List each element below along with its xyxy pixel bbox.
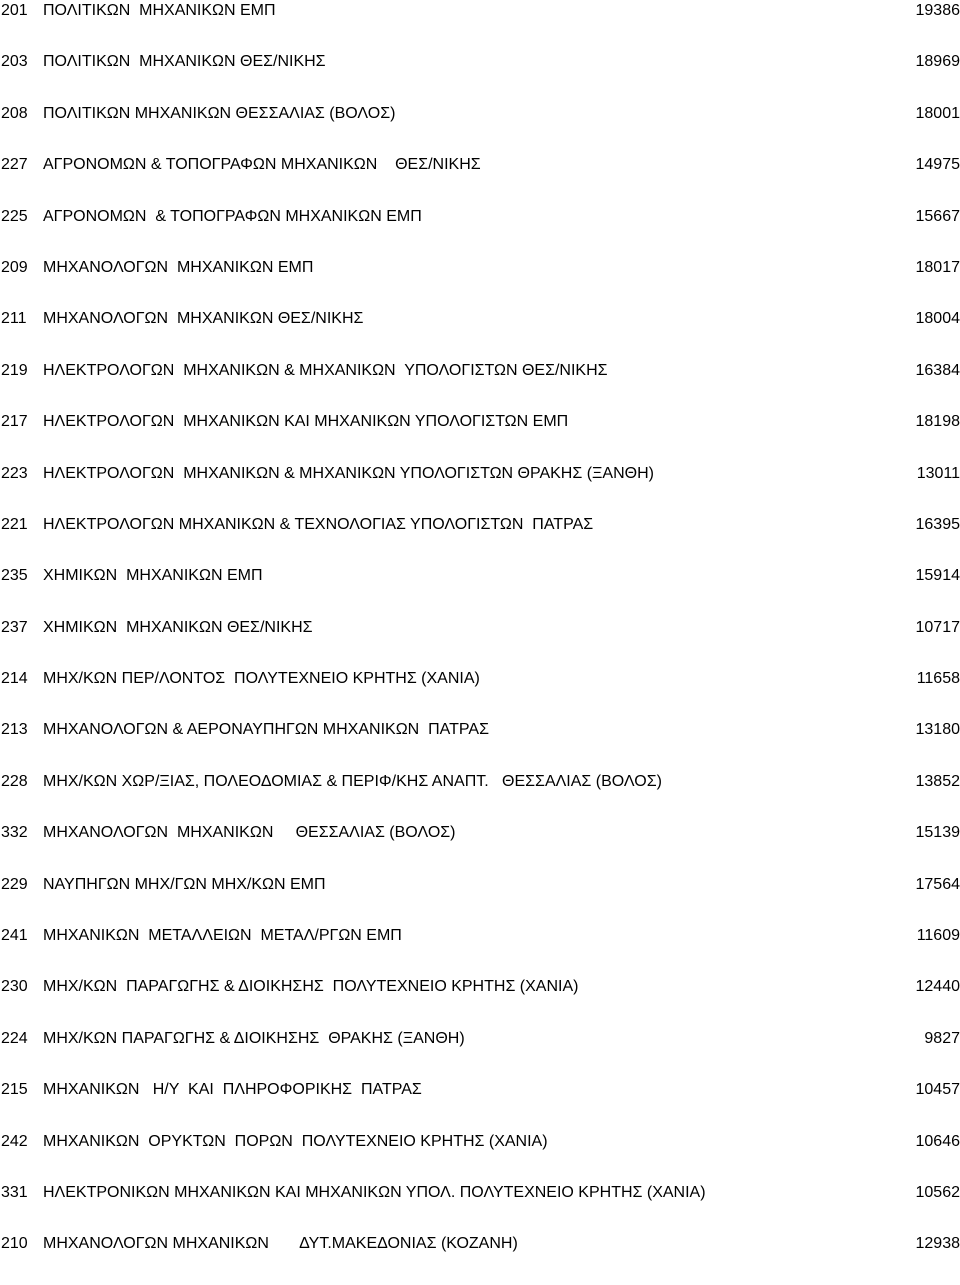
department-score: 16395 <box>916 514 960 536</box>
list-item <box>0 308 960 359</box>
department-name: ΠΟΛΙΤΙΚΩΝ ΜΗΧΑΝΙΚΩΝ ΕΜΠ <box>43 0 276 22</box>
department-name: ΗΛΕΚΤΡΟΛΟΓΩΝ ΜΗΧΑΝΙΚΩΝ & ΤΕΧΝΟΛΟΓΙΑΣ ΥΠΟΛΟΓΙΣΤΩΝ ΠΑΤΡΑΣ <box>43 514 593 536</box>
list-item <box>0 976 960 1027</box>
department-name: ΜΗΧ/ΚΩΝ ΠΑΡΑΓΩΓΗΣ & ΔΙΟΙΚΗΣΗΣ ΘΡΑΚΗΣ (ΞΑΝΘΗ) <box>43 1028 465 1050</box>
list-item <box>0 51 960 102</box>
department-code: 214 <box>1 668 28 690</box>
department-score: 15914 <box>916 565 960 587</box>
list-item <box>0 1079 960 1130</box>
list-item <box>0 514 960 565</box>
department-name: ΧΗΜΙΚΩΝ ΜΗΧΑΝΙΚΩΝ ΘΕΣ/ΝΙΚΗΣ <box>43 617 313 639</box>
department-code: 331 <box>1 1182 28 1204</box>
department-code: 221 <box>1 514 28 536</box>
department-code: 242 <box>1 1131 28 1153</box>
department-code: 213 <box>1 719 28 741</box>
department-code: 217 <box>1 411 28 433</box>
department-score: 13011 <box>917 463 960 485</box>
department-code: 223 <box>1 463 28 485</box>
department-name: ΗΛΕΚΤΡΟΛΟΓΩΝ ΜΗΧΑΝΙΚΩΝ & ΜΗΧΑΝΙΚΩΝ ΥΠΟΛΟΓΙΣΤΩΝ ΘΡΑΚΗΣ (ΞΑΝΘΗ) <box>43 463 654 485</box>
department-code: 235 <box>1 565 28 587</box>
department-code: 215 <box>1 1079 28 1101</box>
list-item <box>0 668 960 719</box>
list-item <box>0 617 960 668</box>
department-score: 12440 <box>916 976 960 998</box>
department-name: ΜΗΧ/ΚΩΝ ΧΩΡ/ΞΙΑΣ, ΠΟΛΕΟΔΟΜΙΑΣ & ΠΕΡΙΦ/ΚΗΣ ΑΝΑΠΤ. ΘΕΣΣΑΛΙΑΣ (ΒΟΛΟΣ) <box>43 771 662 793</box>
department-score: 11609 <box>917 925 960 947</box>
list-item <box>0 360 960 411</box>
department-name: ΜΗΧΑΝΙΚΩΝ ΜΕΤΑΛΛΕΙΩΝ ΜΕΤΑΛ/ΡΓΩΝ ΕΜΠ <box>43 925 402 947</box>
department-code: 219 <box>1 360 28 382</box>
list-item <box>0 463 960 514</box>
list-item <box>0 206 960 257</box>
department-name: ΠΟΛΙΤΙΚΩΝ ΜΗΧΑΝΙΚΩΝ ΘΕΣ/ΝΙΚΗΣ <box>43 51 326 73</box>
list-item <box>0 565 960 616</box>
department-score: 14975 <box>916 154 960 176</box>
department-code: 225 <box>1 206 28 228</box>
department-score: 18198 <box>916 411 960 433</box>
department-score: 12938 <box>916 1233 960 1255</box>
list-item <box>0 771 960 822</box>
department-name: ΜΗΧΑΝΟΛΟΓΩΝ ΜΗΧΑΝΙΚΩΝ ΘΕΣ/ΝΙΚΗΣ <box>43 308 363 330</box>
department-name: ΜΗΧΑΝΟΛΟΓΩΝ ΜΗΧΑΝΙΚΩΝ ΘΕΣΣΑΛΙΑΣ (ΒΟΛΟΣ) <box>43 822 455 844</box>
department-name: ΑΓΡΟΝΟΜΩΝ & ΤΟΠΟΓΡΑΦΩΝ ΜΗΧΑΝΙΚΩΝ ΘΕΣ/ΝΙΚΗΣ <box>43 154 481 176</box>
department-score: 9827 <box>924 1028 960 1050</box>
department-code: 224 <box>1 1028 28 1050</box>
department-name: ΜΗΧΑΝΙΚΩΝ Η/Υ ΚΑΙ ΠΛΗΡΟΦΟΡΙΚΗΣ ΠΑΤΡΑΣ <box>43 1079 422 1101</box>
department-score: 18017 <box>916 257 960 279</box>
department-code: 211 <box>1 308 27 330</box>
department-score: 10717 <box>916 617 960 639</box>
list-item <box>0 257 960 308</box>
department-name: ΠΟΛΙΤΙΚΩΝ ΜΗΧΑΝΙΚΩΝ ΘΕΣΣΑΛΙΑΣ (ΒΟΛΟΣ) <box>43 103 395 125</box>
department-name: ΧΗΜΙΚΩΝ ΜΗΧΑΝΙΚΩΝ ΕΜΠ <box>43 565 263 587</box>
list-item <box>0 411 960 462</box>
department-score: 10457 <box>916 1079 960 1101</box>
department-name: ΜΗΧΑΝΟΛΟΓΩΝ ΜΗΧΑΝΙΚΩΝ ΕΜΠ <box>43 257 313 279</box>
department-code: 229 <box>1 874 28 896</box>
department-code: 228 <box>1 771 28 793</box>
department-name: ΑΓΡΟΝΟΜΩΝ & ΤΟΠΟΓΡΑΦΩΝ ΜΗΧΑΝΙΚΩΝ ΕΜΠ <box>43 206 422 228</box>
department-score: 19386 <box>916 0 960 22</box>
department-score: 13852 <box>916 771 960 793</box>
list-item <box>0 1182 960 1233</box>
department-name: ΜΗΧΑΝΟΛΟΓΩΝ ΜΗΧΑΝΙΚΩΝ ΔΥΤ.ΜΑΚΕΔΟΝΙΑΣ (ΚΟΖΑΝΗ) <box>43 1233 518 1255</box>
department-code: 203 <box>1 51 28 73</box>
list-item <box>0 822 960 873</box>
department-score: 18004 <box>916 308 960 330</box>
department-score: 18001 <box>916 103 960 125</box>
list-item <box>0 1233 960 1284</box>
department-code: 241 <box>1 925 28 947</box>
list-item <box>0 0 960 51</box>
department-score: 13180 <box>916 719 960 741</box>
department-code: 208 <box>1 103 28 125</box>
department-score: 10646 <box>916 1131 960 1153</box>
list-item <box>0 1028 960 1079</box>
department-score: 18969 <box>916 51 960 73</box>
department-score: 15139 <box>916 822 960 844</box>
department-score: 11658 <box>917 668 960 690</box>
list-item <box>0 719 960 770</box>
department-name: ΜΗΧΑΝΟΛΟΓΩΝ & ΑΕΡΟΝΑΥΠΗΓΩΝ ΜΗΧΑΝΙΚΩΝ ΠΑΤΡΑΣ <box>43 719 489 741</box>
department-code: 237 <box>1 617 28 639</box>
department-code: 230 <box>1 976 28 998</box>
list-item <box>0 1131 960 1182</box>
department-code: 209 <box>1 257 28 279</box>
department-name: ΗΛΕΚΤΡΟΝΙΚΩΝ ΜΗΧΑΝΙΚΩΝ ΚΑΙ ΜΗΧΑΝΙΚΩΝ ΥΠΟΛ. ΠΟΛΥΤΕΧΝΕΙΟ ΚΡΗΤΗΣ (ΧΑΝΙΑ) <box>43 1182 706 1204</box>
department-score: 10562 <box>916 1182 960 1204</box>
list-item <box>0 103 960 154</box>
list-item <box>0 874 960 925</box>
department-name: ΜΗΧ/ΚΩΝ ΠΕΡ/ΛΟΝΤΟΣ ΠΟΛΥΤΕΧΝΕΙΟ ΚΡΗΤΗΣ (ΧΑΝΙΑ) <box>43 668 480 690</box>
department-code: 210 <box>1 1233 28 1255</box>
department-code: 201 <box>1 0 28 22</box>
department-name: ΗΛΕΚΤΡΟΛΟΓΩΝ ΜΗΧΑΝΙΚΩΝ & ΜΗΧΑΝΙΚΩΝ ΥΠΟΛΟΓΙΣΤΩΝ ΘΕΣ/ΝΙΚΗΣ <box>43 360 608 382</box>
department-name: ΗΛΕΚΤΡΟΛΟΓΩΝ ΜΗΧΑΝΙΚΩΝ ΚΑΙ ΜΗΧΑΝΙΚΩΝ ΥΠΟΛΟΓΙΣΤΩΝ ΕΜΠ <box>43 411 568 433</box>
list-item <box>0 925 960 976</box>
department-score: 16384 <box>916 360 960 382</box>
list-item <box>0 154 960 205</box>
department-name: ΝΑΥΠΗΓΩΝ ΜΗΧ/ΓΩΝ ΜΗΧ/ΚΩΝ ΕΜΠ <box>43 874 326 896</box>
department-score: 15667 <box>916 206 960 228</box>
department-code: 332 <box>1 822 28 844</box>
department-name: ΜΗΧ/ΚΩΝ ΠΑΡΑΓΩΓΗΣ & ΔΙΟΙΚΗΣΗΣ ΠΟΛΥΤΕΧΝΕΙΟ ΚΡΗΤΗΣ (ΧΑΝΙΑ) <box>43 976 578 998</box>
department-score: 17564 <box>916 874 960 896</box>
department-name: ΜΗΧΑΝΙΚΩΝ ΟΡΥΚΤΩΝ ΠΟΡΩΝ ΠΟΛΥΤΕΧΝΕΙΟ ΚΡΗΤΗΣ (ΧΑΝΙΑ) <box>43 1131 548 1153</box>
department-code: 227 <box>1 154 28 176</box>
